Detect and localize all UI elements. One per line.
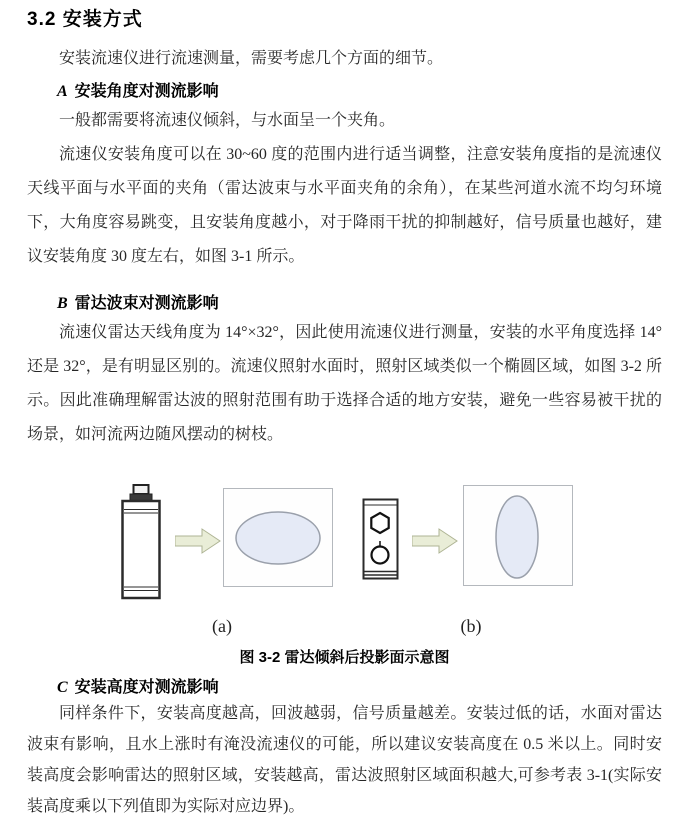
section-heading-a xyxy=(57,82,662,102)
radar-side-view-icon xyxy=(121,484,161,600)
intro-paragraph: 安装流速仪进行流速测量，需要考虑几个方面的细节。 xyxy=(59,50,444,67)
section-heading-b xyxy=(57,294,662,314)
paragraph-c1: 同样条件下，安装高度越高，回波越弱，信号质量越差。安装过低的话，水面对雷达波束有影响，且水上涨时有淹没流速仪的可能，所以建议安装高度在 0.5 米以上。同时安装高度会影响雷达的照射区域，安装越高，雷达波照射区域面积越大,可参考表 3-1(实际安装高度乘以下列值即为实际对应边界)。 xyxy=(27,705,662,815)
beam-ellipse-vertical xyxy=(496,496,538,578)
hex-nut-icon xyxy=(371,513,388,533)
section-letter-a: A xyxy=(57,83,68,100)
page-title: 3.2 安装方式 xyxy=(27,9,143,30)
section-heading-c xyxy=(57,678,662,698)
section-letter-c: C xyxy=(57,679,68,696)
connector-circle-icon xyxy=(372,547,389,564)
projection-panel-b xyxy=(463,485,573,586)
section-heading-b-text: 雷达波束对测流影响 xyxy=(74,295,219,312)
figure-label-a: (a) xyxy=(212,616,232,636)
arrow-right-icon xyxy=(175,528,221,554)
figure-label-b: (b) xyxy=(460,616,482,636)
radar-front-view-icon xyxy=(362,498,399,580)
arrow-right-icon xyxy=(412,528,458,554)
section-letter-b: B xyxy=(57,295,68,312)
figure-3-2 xyxy=(27,452,662,672)
projection-panel-a xyxy=(223,488,333,587)
figure-caption: 图 3-2 雷达倾斜后投影面示意图 xyxy=(239,649,450,666)
section-heading-a-text: 安装角度对测流影响 xyxy=(74,83,219,100)
paragraph-a2: 流速仪安装角度可以在 30~60 度的范围内进行适当调整，注意安装角度指的是流速仪天线平面与水平面的夹角（雷达波束与水平面夹角的余角），在某些河道水流不均匀环境下，大角度容易跳变，且安装角度越小，对于降雨干扰的抑制越好，信号质量也越好，建议安装角度 30 度左右，如图 3-1 所示。 xyxy=(27,146,662,265)
paragraph-b1: 流速仪雷达天线角度为 14°×32°，因此使用流速仪进行测量，安装的水平角度选择 14° 还是 32°，是有明显区别的。流速仪照射水面时，照射区域类似一个椭圆区域，如图 3-2 所示。因此准确理解雷达波的照射范围有助于选择合适的地方安装，避免一些容易被干扰的场景，如河流两边随风摆动的树枝。 xyxy=(27,324,662,443)
section-heading-c-text: 安装高度对测流影响 xyxy=(74,679,219,696)
paragraph-a1: 一般都需要将流速仪倾斜，与水面呈一个夹角。 xyxy=(59,112,396,129)
beam-ellipse-horizontal xyxy=(236,512,320,564)
